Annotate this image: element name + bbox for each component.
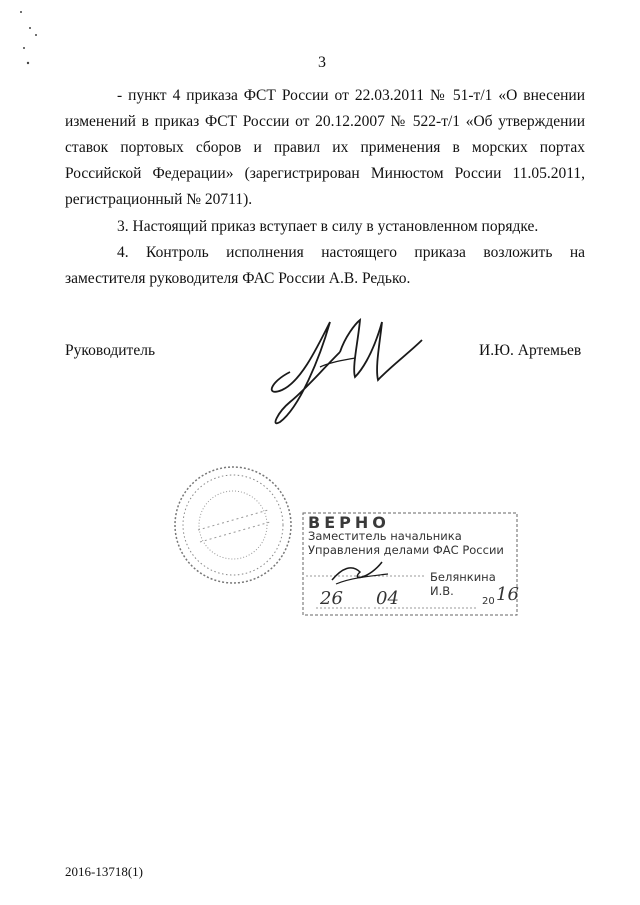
page-number: 3 bbox=[318, 54, 326, 71]
verno-stamp bbox=[302, 512, 518, 616]
verno-signer-name: Белянкина И.В. bbox=[430, 570, 496, 598]
verno-title: ВЕРНО bbox=[308, 513, 390, 532]
verno-date-day: 26 bbox=[320, 588, 343, 609]
verno-date-month: 04 bbox=[376, 588, 399, 609]
round-seal bbox=[168, 460, 298, 595]
verno-signature bbox=[330, 558, 390, 592]
document-id: 2016-13718(1) bbox=[65, 864, 143, 879]
verno-date-year: 16 bbox=[496, 584, 519, 605]
signatory-title: Руководитель bbox=[65, 342, 156, 359]
verno-year-prefix: 20 bbox=[482, 596, 495, 607]
control-paragraph: 4. Контроль исполнения настоящего приказа возложить на заместителя руководителя ФАС России А.В. Редько. bbox=[65, 244, 585, 287]
verno-position-line2: Управления делами ФАС России bbox=[308, 543, 504, 557]
amendment-item-paragraph: - пункт 4 приказа ФСТ России от 22.03.2011 № 51-т/1 «О внесении изменений в приказ ФСТ России от 20.12.2007 № 522-т/1 «Об утверждении ставок портовых сборов и правил их применения в морских портах Российской Федерации» (зарегистрирован Минюстом России 11.05.2011, регистрационный № 20711). bbox=[65, 87, 585, 208]
verno-position-line1: Заместитель начальника bbox=[308, 529, 462, 543]
signatory-name: И.Ю. Артемьев bbox=[479, 342, 582, 359]
handwritten-signature bbox=[260, 312, 430, 437]
scan-specks bbox=[18, 8, 48, 73]
entry-into-force-paragraph: 3. Настоящий приказ вступает в силу в установленном порядке. bbox=[117, 218, 539, 235]
